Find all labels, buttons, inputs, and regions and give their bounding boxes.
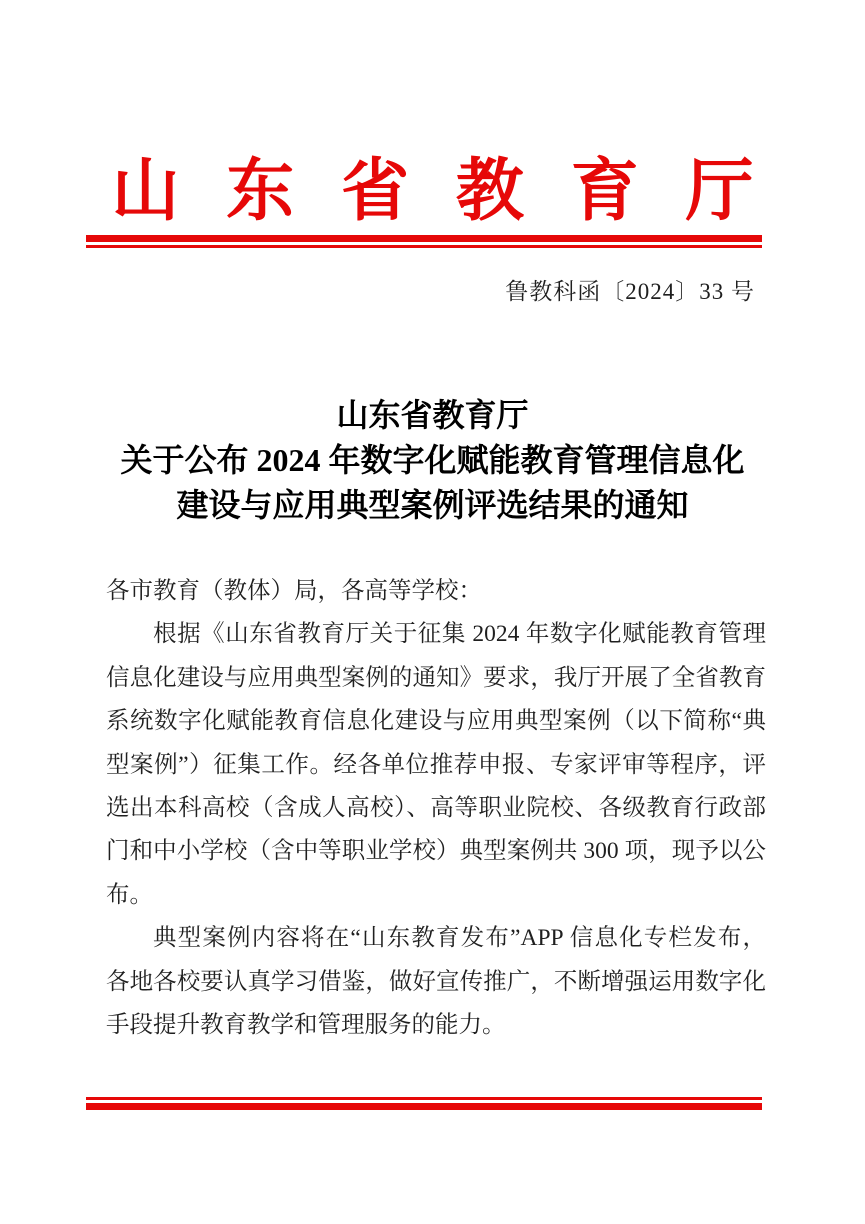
letterhead-char: 山: [111, 153, 180, 229]
letterhead-char: 东: [226, 153, 295, 229]
body-line: 信息化建设与应用典型案例的通知》要求，我厅开展了全省教育: [106, 664, 766, 691]
body-line: 典型案例内容将在“山东教育发布”APP 信息化专栏发布，: [153, 925, 766, 952]
letterhead-char: 省: [341, 153, 410, 229]
notice-title-line: 关于公布 2024 年数字化赋能教育管理信息化: [120, 442, 745, 478]
letterhead-char: 育: [570, 153, 639, 229]
body-line: 各地各校要认真学习借鉴，做好宣传推广，不断增强运用数字化: [106, 968, 766, 995]
notice-title: [0, 393, 865, 528]
body-line: 门和中小学校（含中等职业学校）典型案例共 300 项，现予以公: [106, 838, 766, 865]
letterhead-char: 厅: [685, 153, 754, 229]
body-line: 选出本科高校（含成人高校）、高等职业院校、各级教育行政部: [106, 795, 766, 822]
body-line: 手段提升教育教学和管理服务的能力。: [106, 1012, 506, 1039]
document-number: 鲁教科函〔2024〕33 号: [505, 279, 755, 304]
body-line: 各市教育（教体）局，各高等学校：: [106, 578, 482, 604]
notice-title-line: 山东省教育厅: [336, 397, 529, 433]
letterhead-divider-thick: [86, 235, 762, 242]
notice-body: [106, 570, 766, 1047]
body-line: 系统数字化赋能教育信息化建设与应用典型案例（以下简称“典: [106, 708, 766, 735]
footer-divider-thick: [86, 1103, 762, 1110]
letterhead-divider-thin: [86, 245, 762, 248]
body-line: 型案例”）征集工作。经各单位推荐申报、专家评审等程序，评: [106, 751, 766, 778]
body-line: 根据《山东省教育厅关于征集 2024 年数字化赋能教育管理: [153, 621, 766, 648]
footer-divider-thin: [86, 1097, 762, 1100]
notice-title-line: 建设与应用典型案例评选结果的通知: [176, 487, 689, 523]
body-line: 布。: [106, 881, 153, 908]
letterhead-char: 教: [455, 153, 524, 229]
letterhead-agency-title: [111, 153, 754, 229]
